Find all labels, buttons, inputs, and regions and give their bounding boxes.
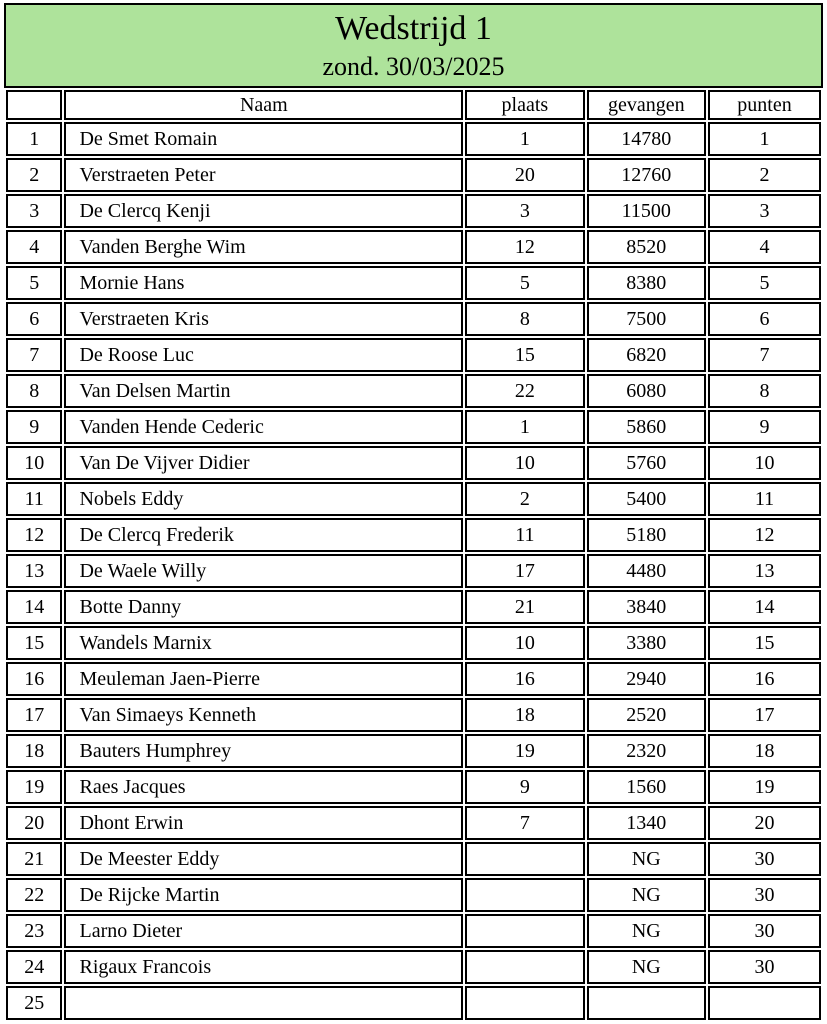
- table-row: [6, 914, 821, 948]
- cell-plaats: 10: [465, 446, 584, 480]
- table-row: [6, 626, 821, 660]
- cell-naam: Vanden Berghe Wim: [64, 230, 463, 264]
- cell-nr: 6: [6, 302, 62, 336]
- cell-nr: 8: [6, 374, 62, 408]
- cell-plaats: 22: [465, 374, 584, 408]
- table-row: [6, 590, 821, 624]
- cell-gevangen: 5400: [587, 482, 706, 516]
- cell-plaats: 1: [465, 410, 584, 444]
- cell-punten: 11: [708, 482, 821, 516]
- cell-gevangen: 12760: [587, 158, 706, 192]
- cell-plaats: 11: [465, 518, 584, 552]
- cell-plaats: 10: [465, 626, 584, 660]
- cell-nr: 4: [6, 230, 62, 264]
- table-row: [6, 338, 821, 372]
- cell-punten: 20: [708, 806, 821, 840]
- cell-punten: 12: [708, 518, 821, 552]
- table-row: [6, 266, 821, 300]
- cell-punten: 3: [708, 194, 821, 228]
- table-row: [6, 950, 821, 984]
- cell-punten: 30: [708, 950, 821, 984]
- cell-punten: 2: [708, 158, 821, 192]
- cell-plaats: 17: [465, 554, 584, 588]
- cell-naam: De Roose Luc: [64, 338, 463, 372]
- cell-gevangen: 2520: [587, 698, 706, 732]
- cell-nr: 12: [6, 518, 62, 552]
- table-row: [6, 554, 821, 588]
- cell-naam: De Meester Eddy: [64, 842, 463, 876]
- cell-plaats: 3: [465, 194, 584, 228]
- col-header-plaats: plaats: [465, 90, 584, 120]
- cell-naam: Larno Dieter: [64, 914, 463, 948]
- cell-naam: Botte Danny: [64, 590, 463, 624]
- cell-gevangen: 3840: [587, 590, 706, 624]
- cell-naam: Wandels Marnix: [64, 626, 463, 660]
- col-header-gevangen: gevangen: [587, 90, 706, 120]
- col-header-punten: punten: [708, 90, 821, 120]
- cell-gevangen: NG: [587, 842, 706, 876]
- table-row: [6, 806, 821, 840]
- cell-punten: 30: [708, 842, 821, 876]
- cell-naam: De Clercq Frederik: [64, 518, 463, 552]
- cell-plaats: 19: [465, 734, 584, 768]
- cell-nr: 15: [6, 626, 62, 660]
- cell-nr: 25: [6, 986, 62, 1020]
- table-row: [6, 878, 821, 912]
- table-row: [6, 158, 821, 192]
- cell-gevangen: 5180: [587, 518, 706, 552]
- cell-plaats: [465, 914, 584, 948]
- cell-punten: 10: [708, 446, 821, 480]
- cell-naam: Bauters Humphrey: [64, 734, 463, 768]
- cell-gevangen: 14780: [587, 122, 706, 156]
- table-row: [6, 482, 821, 516]
- table-row: [6, 842, 821, 876]
- cell-naam: Nobels Eddy: [64, 482, 463, 516]
- cell-plaats: 15: [465, 338, 584, 372]
- table-row: [6, 374, 821, 408]
- cell-nr: 13: [6, 554, 62, 588]
- table-row: [6, 770, 821, 804]
- cell-punten: 5: [708, 266, 821, 300]
- cell-nr: 11: [6, 482, 62, 516]
- cell-gevangen: 5860: [587, 410, 706, 444]
- cell-nr: 16: [6, 662, 62, 696]
- cell-naam: Meuleman Jaen-Pierre: [64, 662, 463, 696]
- cell-nr: 10: [6, 446, 62, 480]
- cell-gevangen: 1560: [587, 770, 706, 804]
- table-row: [6, 446, 821, 480]
- cell-punten: 8: [708, 374, 821, 408]
- results-table-body: [6, 122, 821, 1020]
- cell-gevangen: [587, 986, 706, 1020]
- col-header-naam: Naam: [64, 90, 463, 120]
- cell-plaats: 21: [465, 590, 584, 624]
- cell-nr: 20: [6, 806, 62, 840]
- cell-naam: Rigaux Francois: [64, 950, 463, 984]
- cell-naam: Van Delsen Martin: [64, 374, 463, 408]
- cell-plaats: [465, 986, 584, 1020]
- cell-naam: Van Simaeys Kenneth: [64, 698, 463, 732]
- cell-nr: 5: [6, 266, 62, 300]
- cell-gevangen: 2940: [587, 662, 706, 696]
- cell-plaats: [465, 842, 584, 876]
- cell-naam: De Clercq Kenji: [64, 194, 463, 228]
- cell-gevangen: 6080: [587, 374, 706, 408]
- cell-nr: 3: [6, 194, 62, 228]
- cell-punten: 4: [708, 230, 821, 264]
- cell-gevangen: 8520: [587, 230, 706, 264]
- table-row: [6, 518, 821, 552]
- cell-plaats: 2: [465, 482, 584, 516]
- cell-naam: De Smet Romain: [64, 122, 463, 156]
- cell-naam: De Rijcke Martin: [64, 878, 463, 912]
- cell-plaats: 1: [465, 122, 584, 156]
- table-row: [6, 194, 821, 228]
- cell-nr: 1: [6, 122, 62, 156]
- cell-plaats: 8: [465, 302, 584, 336]
- cell-naam: Verstraeten Peter: [64, 158, 463, 192]
- cell-naam: Verstraeten Kris: [64, 302, 463, 336]
- cell-nr: 18: [6, 734, 62, 768]
- cell-gevangen: 6820: [587, 338, 706, 372]
- cell-punten: 18: [708, 734, 821, 768]
- table-row: [6, 698, 821, 732]
- cell-nr: 9: [6, 410, 62, 444]
- cell-punten: 9: [708, 410, 821, 444]
- banner: [4, 3, 823, 88]
- cell-gevangen: 3380: [587, 626, 706, 660]
- banner-date: zond. 30/03/2025: [322, 52, 505, 81]
- table-row: [6, 734, 821, 768]
- cell-nr: 7: [6, 338, 62, 372]
- cell-gevangen: 5760: [587, 446, 706, 480]
- cell-nr: 24: [6, 950, 62, 984]
- table-row: [6, 302, 821, 336]
- cell-naam: Raes Jacques: [64, 770, 463, 804]
- results-table: [4, 88, 823, 1022]
- cell-punten: 16: [708, 662, 821, 696]
- cell-plaats: 20: [465, 158, 584, 192]
- banner-title: Wedstrijd 1: [335, 10, 492, 47]
- cell-naam: De Waele Willy: [64, 554, 463, 588]
- cell-punten: 7: [708, 338, 821, 372]
- cell-plaats: [465, 950, 584, 984]
- table-row: [6, 986, 821, 1020]
- cell-punten: 6: [708, 302, 821, 336]
- table-row: [6, 410, 821, 444]
- cell-punten: 17: [708, 698, 821, 732]
- cell-gevangen: 8380: [587, 266, 706, 300]
- cell-gevangen: 7500: [587, 302, 706, 336]
- cell-plaats: 12: [465, 230, 584, 264]
- cell-nr: 21: [6, 842, 62, 876]
- cell-naam: [64, 986, 463, 1020]
- cell-punten: 14: [708, 590, 821, 624]
- cell-nr: 22: [6, 878, 62, 912]
- cell-naam: Mornie Hans: [64, 266, 463, 300]
- cell-punten: 1: [708, 122, 821, 156]
- cell-plaats: 18: [465, 698, 584, 732]
- cell-naam: Vanden Hende Cederic: [64, 410, 463, 444]
- cell-gevangen: 1340: [587, 806, 706, 840]
- cell-plaats: 16: [465, 662, 584, 696]
- header-row: [6, 90, 821, 120]
- col-header-nr: [6, 90, 62, 120]
- table-row: [6, 662, 821, 696]
- cell-plaats: [465, 878, 584, 912]
- table-row: [6, 122, 821, 156]
- cell-punten: 13: [708, 554, 821, 588]
- cell-punten: 15: [708, 626, 821, 660]
- cell-nr: 19: [6, 770, 62, 804]
- cell-gevangen: 11500: [587, 194, 706, 228]
- cell-plaats: 7: [465, 806, 584, 840]
- cell-gevangen: NG: [587, 878, 706, 912]
- cell-nr: 2: [6, 158, 62, 192]
- cell-gevangen: NG: [587, 914, 706, 948]
- cell-punten: [708, 986, 821, 1020]
- cell-punten: 30: [708, 914, 821, 948]
- cell-plaats: 5: [465, 266, 584, 300]
- cell-gevangen: NG: [587, 950, 706, 984]
- cell-nr: 14: [6, 590, 62, 624]
- cell-naam: Dhont Erwin: [64, 806, 463, 840]
- cell-punten: 19: [708, 770, 821, 804]
- table-row: [6, 230, 821, 264]
- cell-gevangen: 4480: [587, 554, 706, 588]
- cell-gevangen: 2320: [587, 734, 706, 768]
- cell-nr: 17: [6, 698, 62, 732]
- cell-nr: 23: [6, 914, 62, 948]
- cell-plaats: 9: [465, 770, 584, 804]
- cell-punten: 30: [708, 878, 821, 912]
- cell-naam: Van De Vijver Didier: [64, 446, 463, 480]
